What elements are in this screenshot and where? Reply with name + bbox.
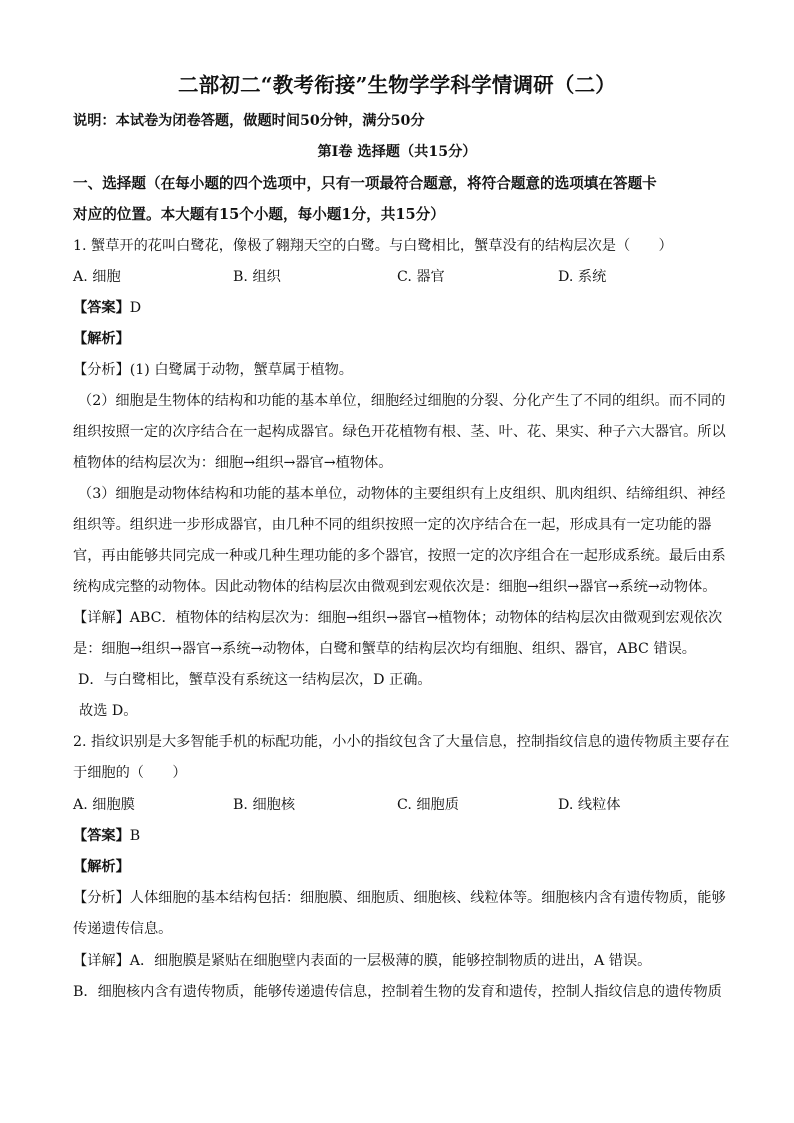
- q1-detail-line: 是：细胞→组织→器官→系统→动物体，白鹭和蟹草的结构层次均有细胞、组织、器官，ABC 错误。: [73, 641, 696, 657]
- q2-detail-line: 【详解】A．细胞膜是紧贴在细胞壁内表面的一层极薄的膜，能够控制物质的进出，A 错误。: [73, 953, 652, 969]
- question-2-stem-line-1: 2. 指纹识别是大多智能手机的标配功能，小小的指纹包含了大量信息，控制指纹信息的遗传物质主要存在: [73, 734, 730, 750]
- instructions: 说明：本试卷为闭卷答题，做题时间50分钟，满分50分: [73, 113, 425, 129]
- q1-analysis-line: 统构成完整的动物体。因此动物体的结构层次由微观到宏观依次是：细胞→组织→器官→系统→动物体。: [73, 579, 717, 595]
- part-title: 第Ⅰ卷 选择题（共15分）: [317, 144, 477, 160]
- q1-conclusion: 故选 D。: [79, 703, 138, 719]
- q1-analysis-line: （2）细胞是生物体的结构和功能的基本单位，细胞经过细胞的分裂、分化产生了不同的组织。而不同的: [78, 393, 726, 409]
- q1-analysis-line: 【分析】(1) 白鹭属于动物，蟹草属于植物。: [73, 362, 353, 378]
- answer-value: D: [129, 300, 142, 316]
- q1-option-d: D. 系统: [558, 269, 607, 285]
- q1-option-c: C. 器官: [397, 269, 445, 285]
- question-1-stem: 1. 蟹草开的花叫白鹭花，像极了翱翔天空的白鹭。与白鹭相比，蟹草没有的结构层次是（ ）: [73, 238, 673, 254]
- q2-option-a: A. 细胞膜: [73, 797, 135, 813]
- q1-analysis-line: （3）细胞是动物体结构和功能的基本单位，动物体的主要组织有上皮组织、肌肉组织、结缔组织、神经: [78, 486, 726, 502]
- q1-analysis-line: 组织按照一定的次序结合在一起构成器官。绿色开花植物有根、茎、叶、花、果实、种子六大器官。所以: [73, 424, 726, 440]
- q2-analysis-line: 【分析】人体细胞的基本结构包括：细胞膜、细胞质、细胞核、线粒体等。细胞核内含有遗传物质，能够: [73, 890, 726, 906]
- q1-detail-line: D．与白鹭相比，蟹草没有系统这一结构层次，D 正确。: [78, 672, 432, 688]
- q1-option-b: B. 组织: [233, 269, 281, 285]
- answer-tag: 【答案】: [73, 300, 130, 316]
- question-1-analysis-tag: 【解析】: [73, 331, 130, 347]
- q2-option-d: D. 线粒体: [558, 797, 621, 813]
- question-1-answer: [73, 297, 141, 317]
- question-2-analysis-tag: 【解析】: [73, 859, 130, 875]
- q1-analysis-line: 官，再由能够共同完成一种或几种生理功能的多个器官，按照一定的次序组合在一起形成系统。最后由系: [73, 548, 726, 564]
- question-2-answer: [73, 825, 140, 845]
- q2-option-b: B. 细胞核: [233, 797, 296, 813]
- q2-option-c: C. 细胞质: [397, 797, 459, 813]
- q1-option-a: A. 细胞: [73, 269, 121, 285]
- q1-detail-line: 【详解】ABC．植物体的结构层次为：细胞→组织→器官→植物体；动物体的结构层次由微观到宏观依次: [73, 610, 723, 626]
- answer-value: B: [129, 828, 141, 844]
- q1-analysis-line: 组织等。组织进一步形成器官，由几种不同的组织按照一定的次序结合在一起，形成具有一定功能的器: [73, 517, 712, 533]
- question-2-stem-line-2: 于细胞的（ ）: [73, 765, 187, 781]
- q2-detail-line: B．细胞核内含有遗传物质，能够传递遗传信息，控制着生物的发育和遗传，控制人指纹信息的遗传物质: [73, 984, 722, 1000]
- page-title: 二部初二“教考衔接”生物学学科学情调研（二）: [178, 73, 616, 97]
- q1-analysis-line: 植物体的结构层次为：细胞→组织→器官→植物体。: [73, 455, 393, 471]
- section-heading-line-2: 对应的位置。本大题有15个小题，每小题1分，共15分）: [73, 206, 445, 223]
- section-heading-line-1: 一、选择题（在每小题的四个选项中，只有一项最符合题意，将符合题意的选项填在答题卡: [73, 175, 657, 192]
- q2-analysis-line: 传递遗传信息。: [73, 921, 173, 937]
- answer-tag: 【答案】: [73, 828, 130, 844]
